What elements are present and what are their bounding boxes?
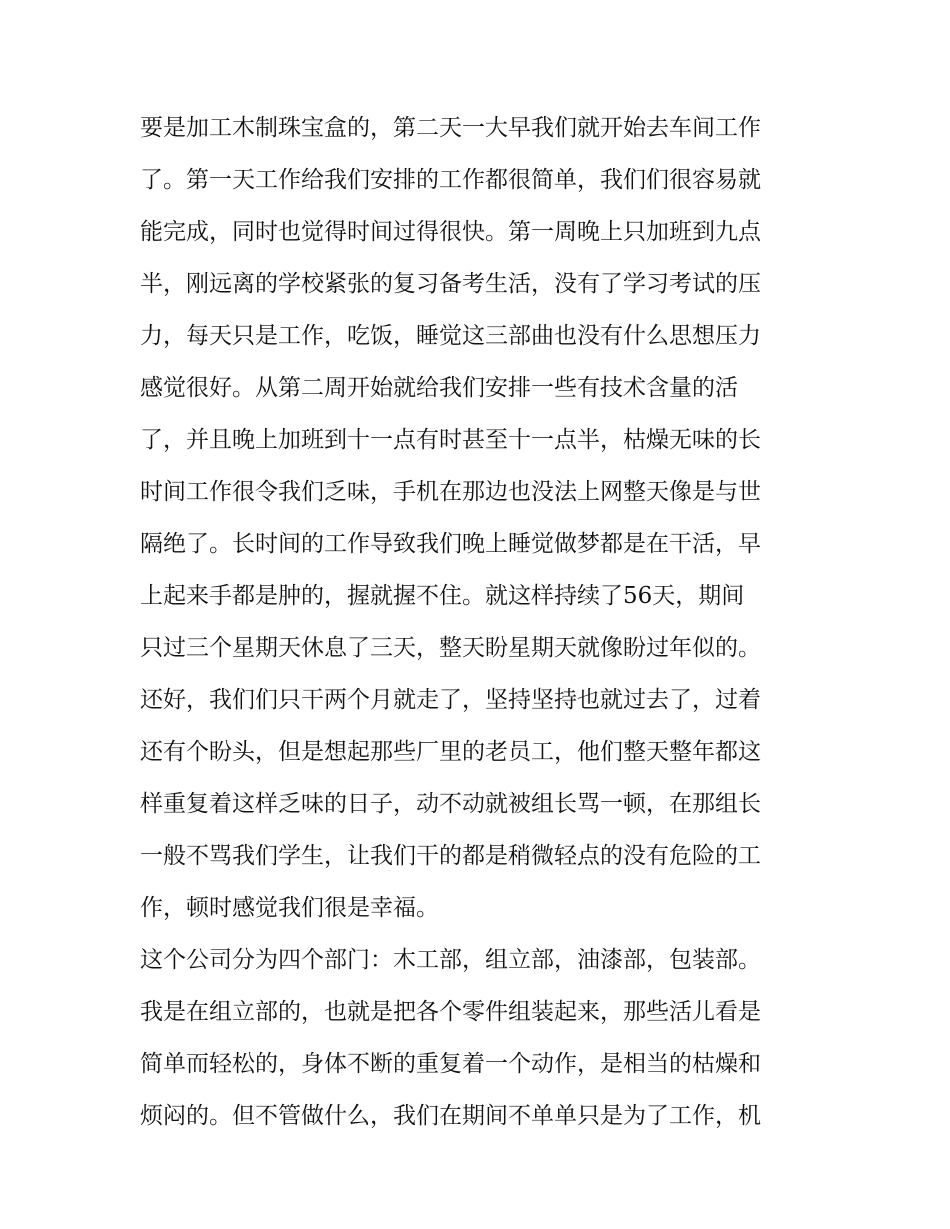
text-line: 了，并且晚上加班到十一点有时甚至十一点半，枯燥无味的长	[140, 427, 761, 453]
text-line: 要是加工木制珠宝盒的，第二天一大早我们就开始去车间工作	[140, 115, 761, 141]
text-line: 上起来手都是肿的，握就握不住。就这样持续了56天，期间	[140, 583, 745, 609]
text-line: 还好，我们们只干两个月就走了，坚持坚持也就过去了，过着	[140, 687, 761, 713]
text-line: 时间工作很令我们乏味，手机在那边也没法上网整天像是与世	[140, 479, 761, 505]
text-line: 能完成，同时也觉得时间过得很快。第一周晚上只加班到九点	[140, 219, 761, 245]
text-line: 简单而轻松的，身体不断的重复着一个动作，是相当的枯燥和	[140, 1051, 761, 1077]
text-line: 我是在组立部的，也就是把各个零件组装起来，那些活儿看是	[140, 999, 761, 1025]
text-line: 这个公司分为四个部门：木工部，组立部，油漆部，包装部。	[140, 947, 761, 973]
text-line: 了。第一天工作给我们安排的工作都很简单，我们们很容易就	[140, 167, 761, 193]
text-line: 还有个盼头，但是想起那些厂里的老员工，他们整天整年都这	[140, 739, 761, 765]
text-line: 样重复着这样乏味的日子，动不动就被组长骂一顿，在那组长	[140, 791, 761, 817]
text-line: 一般不骂我们学生，让我们干的都是稍微轻点的没有危险的工	[140, 843, 761, 869]
text-line: 感觉很好。从第二周开始就给我们安排一些有技术含量的活	[140, 375, 738, 401]
text-line: 只过三个星期天休息了三天，整天盼星期天就像盼过年似的。	[140, 635, 761, 661]
text-line: 隔绝了。长时间的工作导致我们晚上睡觉做梦都是在干活，早	[140, 531, 761, 557]
text-line: 作，顿时感觉我们很是幸福。	[140, 895, 439, 921]
text-line: 力，每天只是工作，吃饭，睡觉这三部曲也没有什么思想压力	[140, 323, 761, 349]
text-line: 烦闷的。但不管做什么，我们在期间不单单只是为了工作，机	[140, 1103, 761, 1129]
text-line: 半，刚远离的学校紧张的复习备考生活，没有了学习考试的压	[140, 271, 761, 297]
